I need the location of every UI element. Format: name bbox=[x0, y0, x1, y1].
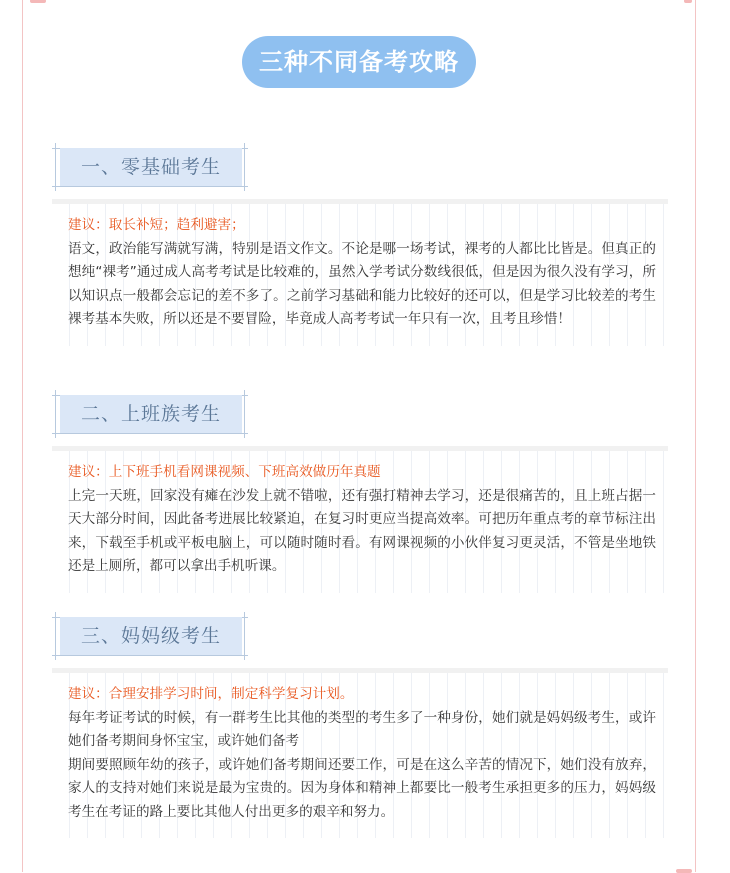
body-paragraph: 期间要照顾年幼的孩子，或许她们备考期间还要工作，可是在这么辛苦的情况下，她们没有放弃，家人的支持对她们来说是最为宝贵的。因为身体和精神上都要比一般考生承担更多的压力，妈妈级考生在考证的路上要比其他人付出更多的艰辛和努力。 bbox=[68, 756, 656, 820]
corner-mark-top-left bbox=[30, 0, 46, 3]
section-body bbox=[52, 668, 668, 838]
corner-mark-bottom-right bbox=[676, 869, 692, 873]
section-heading: 二、上班族考生 bbox=[60, 395, 242, 433]
corner-mark-top-right bbox=[684, 0, 692, 3]
body-paragraph: 上完一天班，回家没有瘫在沙发上就不错啦，还有强打精神去学习，还是很痛苦的，且上班占据一天大部分时间，因此备考进展比较紧迫，在复习时更应当提高效率。可把历年重点考的章节标注出来，下载至手机或平板电脑上，可以随时随时看。有网课视频的小伙伴复习更灵活，不管是坐地铁还是上厕所，都可以拿出手机听课。 bbox=[68, 487, 656, 574]
advice-text: 建议：合理安排学习时间，制定科学复习计划。 bbox=[68, 686, 354, 702]
section-office-worker bbox=[52, 390, 668, 593]
body-paragraph: 语文，政治能写满就写满，特别是语文作文。不论是哪一场考试，裸考的人都比比皆是。但真正的想纯“裸考”通过成人高考考试是比较难的，虽然入学考试分数线很低，但是因为很久没有学习，所以知识点一般都会忘记的差不多了。之前学习基础和能力比较好的还可以，但是学习比较差的考生裸考基本失败，所以还是不要冒险，毕竟成人高考考试一年只有一次，且考且珍惜！ bbox=[68, 240, 656, 327]
body-paragraph: 每年考证考试的时候，有一群考生比其他的类型的考生多了一种身份，她们就是妈妈级考生，或许她们备考期间身怀宝宝，或许她们备考 bbox=[68, 709, 656, 749]
section-zero-basis bbox=[52, 143, 668, 346]
section-mother bbox=[52, 612, 668, 838]
advice-text: 建议：取长补短；趋利避害； bbox=[68, 217, 245, 233]
section-heading: 一、零基础考生 bbox=[60, 148, 242, 186]
section-header-frame bbox=[52, 390, 668, 438]
section-body bbox=[52, 446, 668, 593]
page-title: 三种不同备考攻略 bbox=[242, 36, 476, 88]
section-body bbox=[52, 199, 668, 346]
section-heading: 三、妈妈级考生 bbox=[60, 617, 242, 655]
section-header-frame bbox=[52, 143, 668, 191]
advice-text: 建议：上下班手机看网课视频、下班高效做历年真题 bbox=[68, 464, 381, 480]
section-header-frame bbox=[52, 612, 668, 660]
